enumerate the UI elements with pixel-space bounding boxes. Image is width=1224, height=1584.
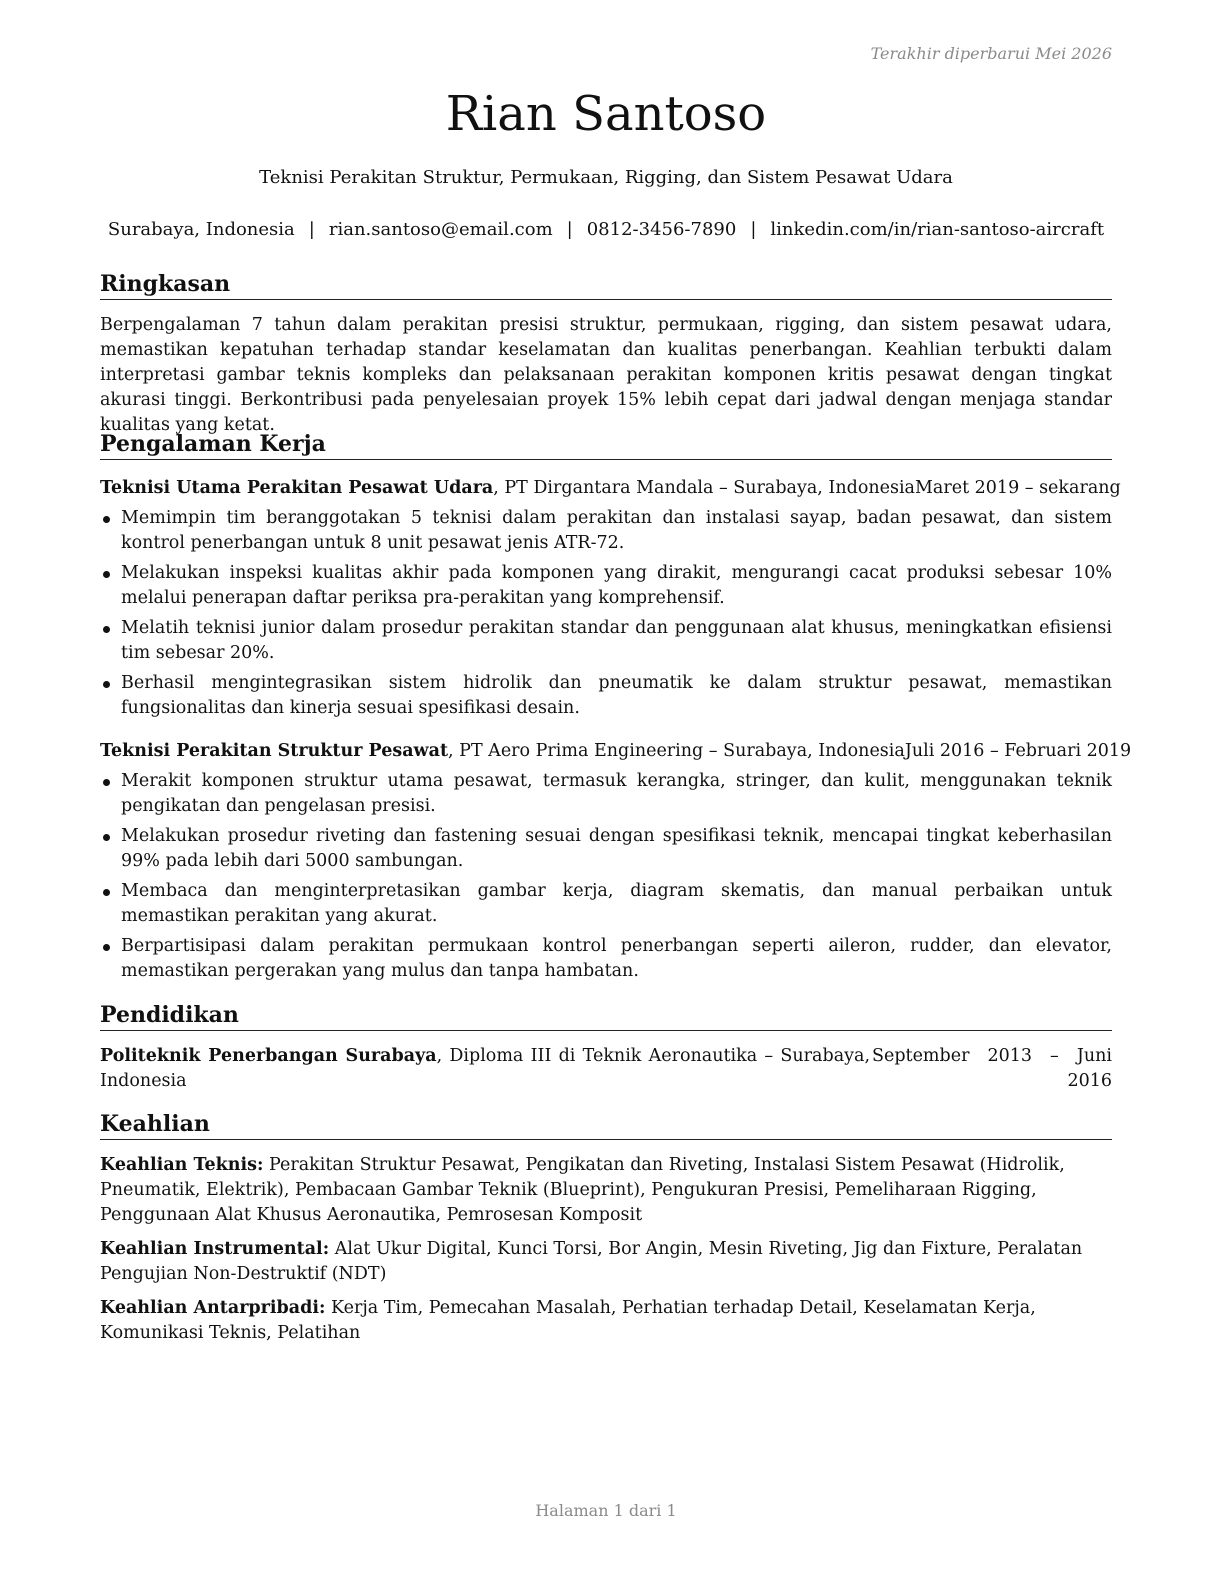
skill-label: Keahlian Antarpribadi: <box>100 1298 326 1318</box>
bullet-text: Memimpin tim beranggotakan 5 teknisi dalam perakitan dan instalasi sayap, badan pesawat, dan sistem kontrol penerbangan untuk 8 unit pesawat jenis ATR-72. <box>121 508 1112 553</box>
page-number: Halaman 1 dari 1 <box>535 1501 677 1520</box>
summary-text: Berpengalaman 7 tahun dalam perakitan presisi struktur, permukaan, rigging, dan sistem pesawat udara, memastikan kepatuhan terhadap standar keselamatan dan kualitas penerbangan. Keahlian terbukti dalam interpretasi gambar teknis kompleks dan pelaksanaan perakitan komponen kritis pesawat dengan tingkat akurasi tinggi. Berkontribusi pada penyelesaian proyek 15% lebih cepat dari jadwal dengan menjaga standar kualitas yang ketat. <box>100 315 1112 435</box>
job-company: , PT Dirgantara Mandala – Surabaya, Indonesia <box>493 478 915 498</box>
bullet-text: Membaca dan menginterpretasikan gambar kerja, diagram skematis, dan manual perbaikan untuk memastikan perakitan yang akurat. <box>121 881 1112 926</box>
bullet-text: Melakukan prosedur riveting dan fastening sesuai dengan spesifikasi teknik, mencapai tingkat keberhasilan 99% pada lebih dari 5000 sambungan. <box>121 826 1112 871</box>
summary-section <box>100 270 1112 438</box>
bullet-item <box>100 769 1112 819</box>
bullet-text: Melakukan inspeksi kualitas akhir pada komponen yang dirakit, mengurangi cacat produksi sebesar 10% melalui penerapan daftar periksa pra-perakitan yang komprehensif. <box>121 563 1112 608</box>
last-updated-note: Terakhir diperbarui Mei 2026 <box>870 44 1112 63</box>
skill-group-technical <box>100 1153 1112 1228</box>
bullet-icon <box>103 944 110 951</box>
bullet-icon <box>103 571 110 578</box>
bullet-text: Merakit komponen struktur utama pesawat, termasuk kerangka, stringer, dan kulit, menggunakan teknik pengikatan dan pengelasan presisi. <box>121 771 1112 816</box>
education-entry <box>100 1044 1112 1094</box>
contact-phone: 0812-3456-7890 <box>586 219 737 240</box>
school-name: Politeknik Penerbangan Surabaya <box>100 1046 437 1066</box>
contact-line <box>100 219 1112 240</box>
job-entry <box>100 476 1121 721</box>
skill-value: Alat Ukur Digital, Kunci Torsi, Bor Angin, Mesin Riveting, Jig dan Fixture, Peralatan Pengujian Non-Destruktif (NDT) <box>100 1239 1083 1284</box>
bullet-item <box>100 561 1112 611</box>
bullet-text: Berhasil mengintegrasikan sistem hidrolik dan pneumatik ke dalam struktur pesawat, memastikan fungsionalitas dan kinerja sesuai spesifikasi desain. <box>121 673 1112 718</box>
bullet-item <box>100 879 1112 929</box>
bullet-icon <box>103 779 110 786</box>
job-header <box>100 476 1121 501</box>
bullet-item <box>100 824 1112 874</box>
education-dates: September 2013 – Juni 2016 <box>872 1046 1112 1091</box>
job-bullets <box>100 506 1112 721</box>
skill-value: Perakitan Struktur Pesawat, Pengikatan dan Riveting, Instalasi Sistem Pesawat (Hidrolik, Pneumatik, Elektrik), Pembacaan Gambar Teknik (Blueprint), Pengukuran Presisi, Pemeliharaan Rigging, Penggunaan Alat Khusus Aeronautika, Pemrosesan Komposit <box>100 1155 1065 1225</box>
section-heading: Pengalaman Kerja <box>100 430 1112 460</box>
education-institution <box>100 1044 870 1094</box>
bullet-icon <box>103 834 110 841</box>
bullet-icon <box>103 889 110 896</box>
bullet-item <box>100 616 1112 666</box>
experience-section <box>100 430 1132 989</box>
bullet-icon <box>103 516 110 523</box>
bullet-icon <box>103 626 110 633</box>
skill-value: Kerja Tim, Pemecahan Masalah, Perhatian terhadap Detail, Keselamatan Kerja, Komunikasi Teknis, Pelatihan <box>100 1298 1036 1343</box>
job-bullets <box>100 769 1112 984</box>
education-section <box>100 1001 1112 1094</box>
contact-separator: | <box>566 219 573 240</box>
section-heading: Keahlian <box>100 1110 1112 1140</box>
contact-linkedin[interactable]: linkedin.com/in/rian-santoso-aircraft <box>770 219 1105 240</box>
job-entry <box>100 739 1132 984</box>
skill-group-instrumental <box>100 1237 1112 1287</box>
contact-separator: | <box>308 219 315 240</box>
skills-section <box>100 1110 1112 1355</box>
section-heading: Ringkasan <box>100 270 1112 300</box>
contact-email[interactable]: rian.santoso@email.com <box>328 219 553 240</box>
job-dates: Juli 2016 – Februari 2019 <box>904 741 1132 761</box>
contact-separator: | <box>750 219 757 240</box>
job-header <box>100 739 1132 764</box>
skill-label: Keahlian Teknis: <box>100 1155 264 1175</box>
section-heading: Pendidikan <box>100 1001 1112 1031</box>
job-title: Teknisi Perakitan Struktur Pesawat <box>100 741 449 761</box>
bullet-item <box>100 671 1112 721</box>
headline: Teknisi Perakitan Struktur, Permukaan, Rigging, dan Sistem Pesawat Udara <box>259 167 953 188</box>
degree-detail: , Diploma III di Teknik Aeronautika – Surabaya, Indonesia <box>100 1046 871 1091</box>
resume-page <box>100 0 1132 1584</box>
job-company: , PT Aero Prima Engineering – Surabaya, Indonesia <box>448 741 905 761</box>
skill-label: Keahlian Instrumental: <box>100 1239 330 1259</box>
bullet-item <box>100 506 1112 556</box>
job-title: Teknisi Utama Perakitan Pesawat Udara <box>100 478 494 498</box>
contact-location: Surabaya, Indonesia <box>107 219 295 240</box>
job-dates: Maret 2019 – sekarang <box>915 478 1121 498</box>
bullet-text: Melatih teknisi junior dalam prosedur perakitan standar dan penggunaan alat khusus, meningkatkan efisiensi tim sebesar 20%. <box>121 618 1112 663</box>
candidate-name: Rian Santoso <box>445 86 767 142</box>
bullet-text: Berpartisipasi dalam perakitan permukaan kontrol penerbangan seperti aileron, rudder, dan elevator, memastikan pergerakan yang mulus dan tanpa hambatan. <box>121 936 1112 981</box>
bullet-icon <box>103 681 110 688</box>
skill-group-interpersonal <box>100 1296 1112 1346</box>
bullet-item <box>100 934 1112 984</box>
